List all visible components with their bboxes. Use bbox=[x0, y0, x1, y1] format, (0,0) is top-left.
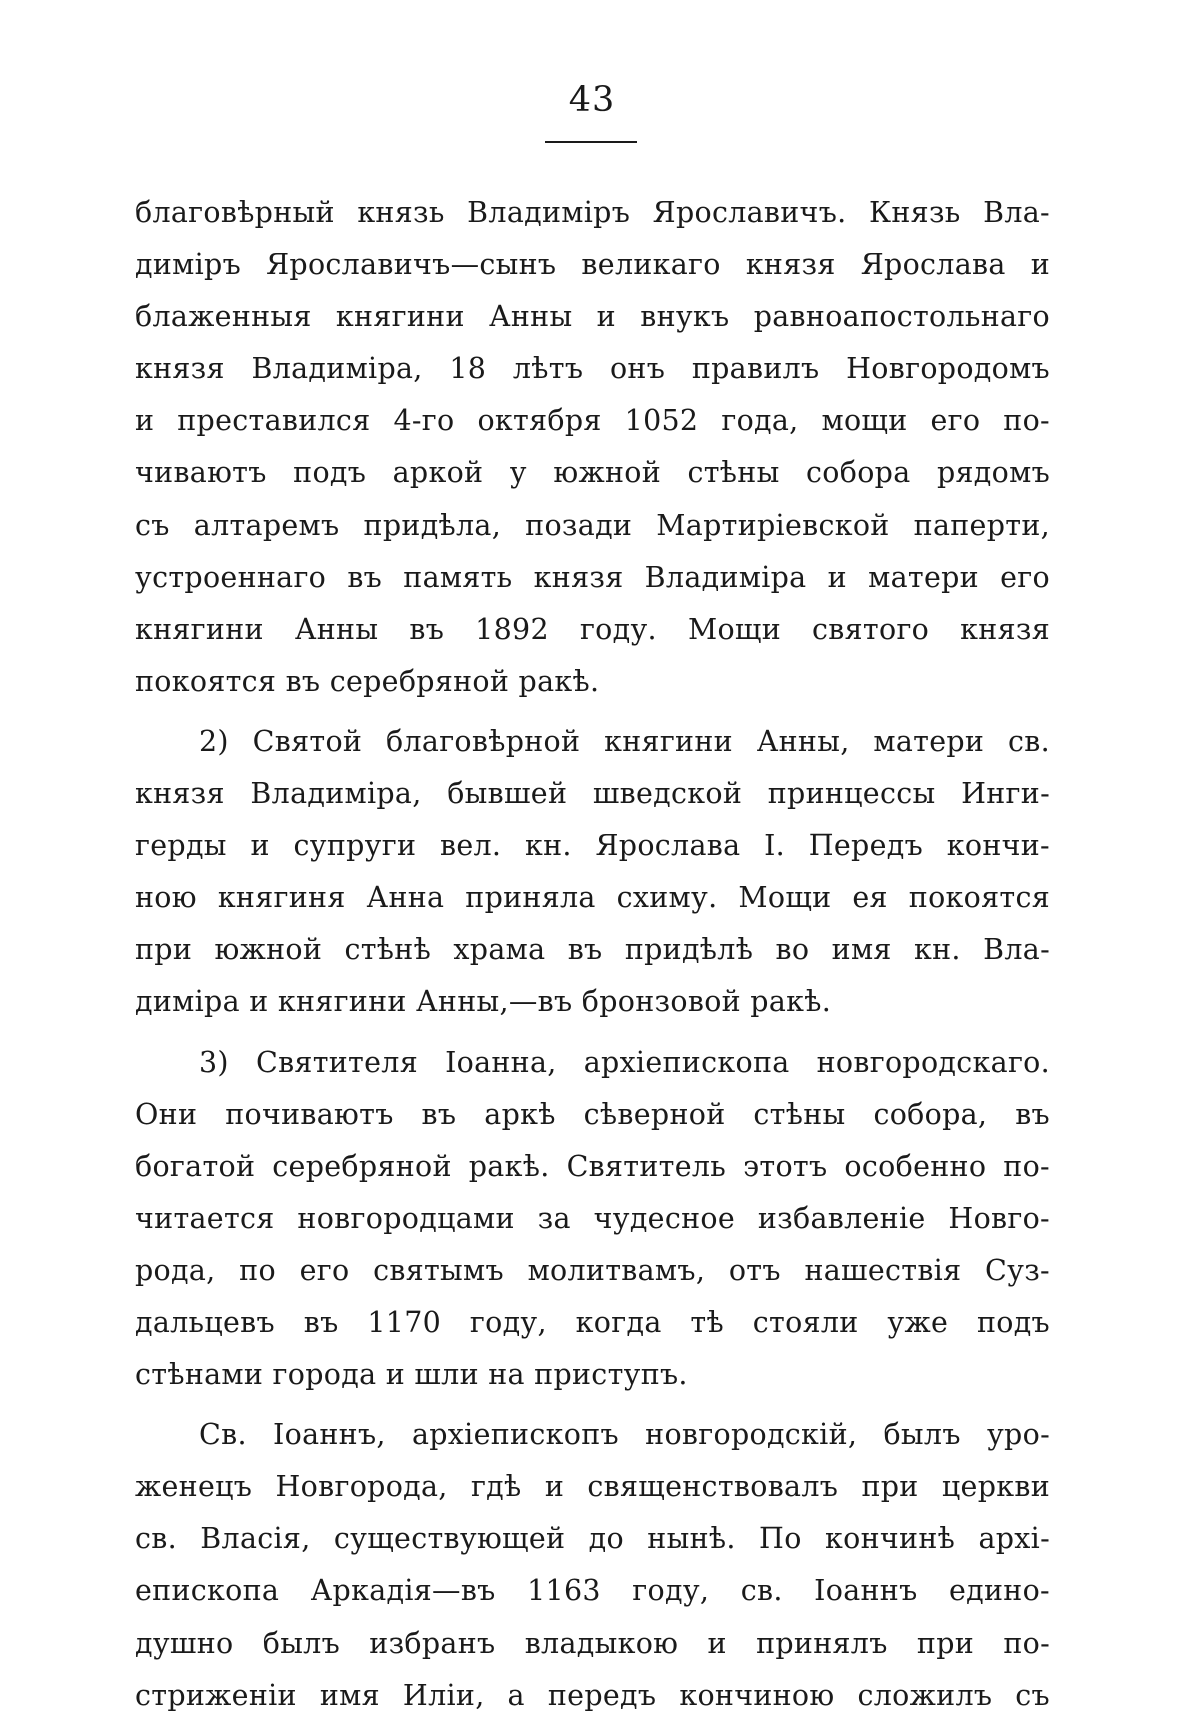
text-line: и преставился 4-го октября 1052 года, мощи его по- bbox=[135, 404, 1050, 438]
text-line: богатой серебряной ракѣ. Святитель этотъ особенно по- bbox=[135, 1149, 1050, 1183]
text-line: Св. Іоаннъ, архіепископъ новгородскій, былъ уро- bbox=[199, 1418, 1050, 1452]
text-line: блаженныя княгини Анны и внукъ равноапостольнаго bbox=[135, 300, 1050, 334]
text-line: стриженіи имя Иліи, а передъ кончиною сложилъ съ bbox=[135, 1678, 1050, 1712]
paragraph bbox=[135, 1037, 1050, 1402]
text-line: чиваютъ подъ аркой у южной стѣны собора рядомъ bbox=[135, 456, 1050, 490]
page-number: 43 bbox=[568, 80, 616, 120]
text-line: диміра и княгини Анны,—въ бронзовой ракѣ. bbox=[135, 985, 832, 1019]
text-line: читается новгородцами за чудесное избавленіе Новго- bbox=[135, 1201, 1050, 1235]
text-line: князя Владиміра, 18 лѣтъ онъ правилъ Новгородомъ bbox=[135, 352, 1050, 386]
text-line: стѣнами города и шли на приступъ. bbox=[135, 1358, 688, 1392]
text-line: рода, по его святымъ молитвамъ, отъ нашествія Суз- bbox=[135, 1253, 1050, 1287]
paragraph bbox=[135, 187, 1050, 708]
text-line: женецъ Новгорода, гдѣ и священствовалъ при церкви bbox=[135, 1470, 1050, 1504]
text-line: герды и супруги вел. кн. Ярослава I. Передъ кончи- bbox=[135, 829, 1050, 863]
text-line: благовѣрный князь Владиміръ Ярославичъ. Князь Вла- bbox=[135, 196, 1050, 229]
header-rule bbox=[545, 141, 637, 143]
paragraph bbox=[135, 1409, 1050, 1722]
body-text bbox=[135, 187, 1050, 1722]
text-line: епископа Аркадія—въ 1163 году, св. Іоаннъ едино- bbox=[135, 1574, 1050, 1608]
text-line: 3) Святителя Іоанна, архіепископа новгородскаго. bbox=[199, 1045, 1050, 1079]
text-line: покоятся въ серебряной ракѣ. bbox=[135, 664, 600, 698]
text-line: дальцевъ въ 1170 году, когда тѣ стояли уже подъ bbox=[135, 1305, 1050, 1339]
text-line: душно былъ избранъ владыкою и принялъ при по- bbox=[135, 1626, 1050, 1660]
text-line: диміръ Ярославичъ—сынъ великаго князя Ярослава и bbox=[135, 248, 1050, 282]
text-line: 2) Святой благовѣрной княгини Анны, матери св. bbox=[199, 724, 1050, 758]
text-line: св. Власія, существующей до нынѣ. По кончинѣ архі- bbox=[135, 1522, 1050, 1556]
text-line: ною княгиня Анна приняла схиму. Мощи ея покоятся bbox=[135, 881, 1050, 915]
text-line: князя Владиміра, бывшей шведской принцессы Инги- bbox=[135, 777, 1050, 811]
text-line: устроеннаго въ память князя Владиміра и матери его bbox=[135, 560, 1050, 594]
text-line: княгини Анны въ 1892 году. Мощи святого князя bbox=[135, 612, 1050, 646]
paragraph bbox=[135, 716, 1050, 1029]
text-line: Они почиваютъ въ аркѣ сѣверной стѣны собора, въ bbox=[135, 1097, 1050, 1131]
text-line: при южной стѣнѣ храма въ придѣлѣ во имя кн. Вла- bbox=[135, 933, 1050, 967]
page-header bbox=[0, 78, 1184, 122]
text-line: съ алтаремъ придѣла, позади Мартиріевской паперти, bbox=[135, 508, 1050, 542]
